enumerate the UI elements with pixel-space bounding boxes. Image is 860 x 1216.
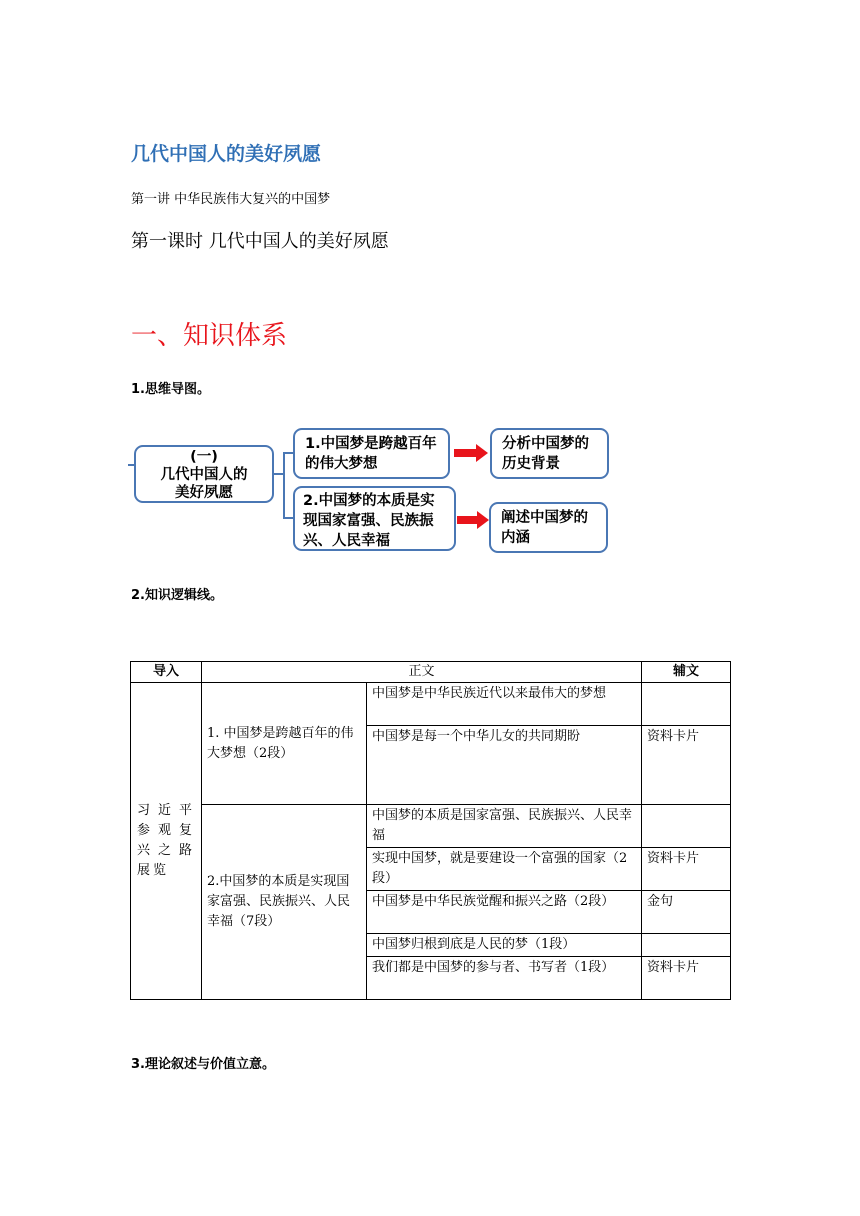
mind-map-root <box>134 445 274 503</box>
mind-map-connector <box>283 517 293 519</box>
knowledge-table <box>130 661 731 1000</box>
arrow-right-icon <box>457 511 489 529</box>
subheading-theory: 3.理论叙述与价值立意。 <box>131 1057 275 1072</box>
content-cell: 中国梦是每一个中华儿女的共同期盼 <box>367 726 642 805</box>
content-cell: 中国梦是中华民族觉醒和振兴之路（2段） <box>367 891 642 934</box>
topic-cell: 2.中国梦的本质是实现国家富强、民族振兴、人民幸福（7段） <box>202 805 367 1000</box>
table-row <box>131 683 731 726</box>
aux-cell: 资料卡片 <box>642 726 731 805</box>
mind-map-branch-2: 2.中国梦的本质是实现国家富强、民族振兴、人民幸福 <box>293 486 456 551</box>
page-title: 几代中国人的美好夙愿 <box>131 143 322 165</box>
content-cell: 实现中国梦，就是要建设一个富强的国家（2段） <box>367 848 642 891</box>
mind-map-result-1: 分析中国梦的历史背景 <box>490 428 609 479</box>
mind-map-connector <box>283 452 285 518</box>
content-cell: 我们都是中国梦的参与者、书写者（1段） <box>367 957 642 1000</box>
aux-cell <box>642 683 731 726</box>
header-main: 正文 <box>202 662 642 683</box>
arrow-right-icon <box>454 444 488 462</box>
content-cell: 中国梦归根到底是人民的梦（1段） <box>367 934 642 957</box>
aux-cell <box>642 934 731 957</box>
mind-map-result-2: 阐述中国梦的内涵 <box>489 502 608 553</box>
subheading-logic-line: 2.知识逻辑线。 <box>131 588 223 603</box>
mind-map-root-line: 美好夙愿 <box>175 485 233 501</box>
table-row <box>131 805 731 848</box>
content-cell: 中国梦是中华民族近代以来最伟大的梦想 <box>367 683 642 726</box>
content-cell: 中国梦的本质是国家富强、民族振兴、人民幸福 <box>367 805 642 848</box>
lesson-title: 第一课时 几代中国人的美好夙愿 <box>131 231 389 252</box>
mind-map-connector <box>283 452 293 454</box>
aux-cell: 资料卡片 <box>642 848 731 891</box>
aux-cell: 金句 <box>642 891 731 934</box>
lecture-subtitle: 第一讲 中华民族伟大复兴的中国梦 <box>131 192 331 207</box>
mind-map-root-line: 几代中国人的 <box>160 467 248 483</box>
subheading-mind-map: 1.思维导图。 <box>131 382 210 397</box>
table-header-row <box>131 662 731 683</box>
aux-cell: 资料卡片 <box>642 957 731 1000</box>
section-heading: 一、知识体系 <box>131 321 288 351</box>
mind-map-root-line: (一) <box>190 449 218 465</box>
topic-cell: 1. 中国梦是跨越百年的伟大梦想（2段） <box>202 683 367 805</box>
aux-cell <box>642 805 731 848</box>
header-guide: 导入 <box>131 662 202 683</box>
guide-cell: 习近平参观复兴之路展览 <box>131 683 202 1000</box>
mind-map-branch-1: 1.中国梦是跨越百年的伟大梦想 <box>293 428 450 479</box>
header-aux: 辅文 <box>642 662 731 683</box>
